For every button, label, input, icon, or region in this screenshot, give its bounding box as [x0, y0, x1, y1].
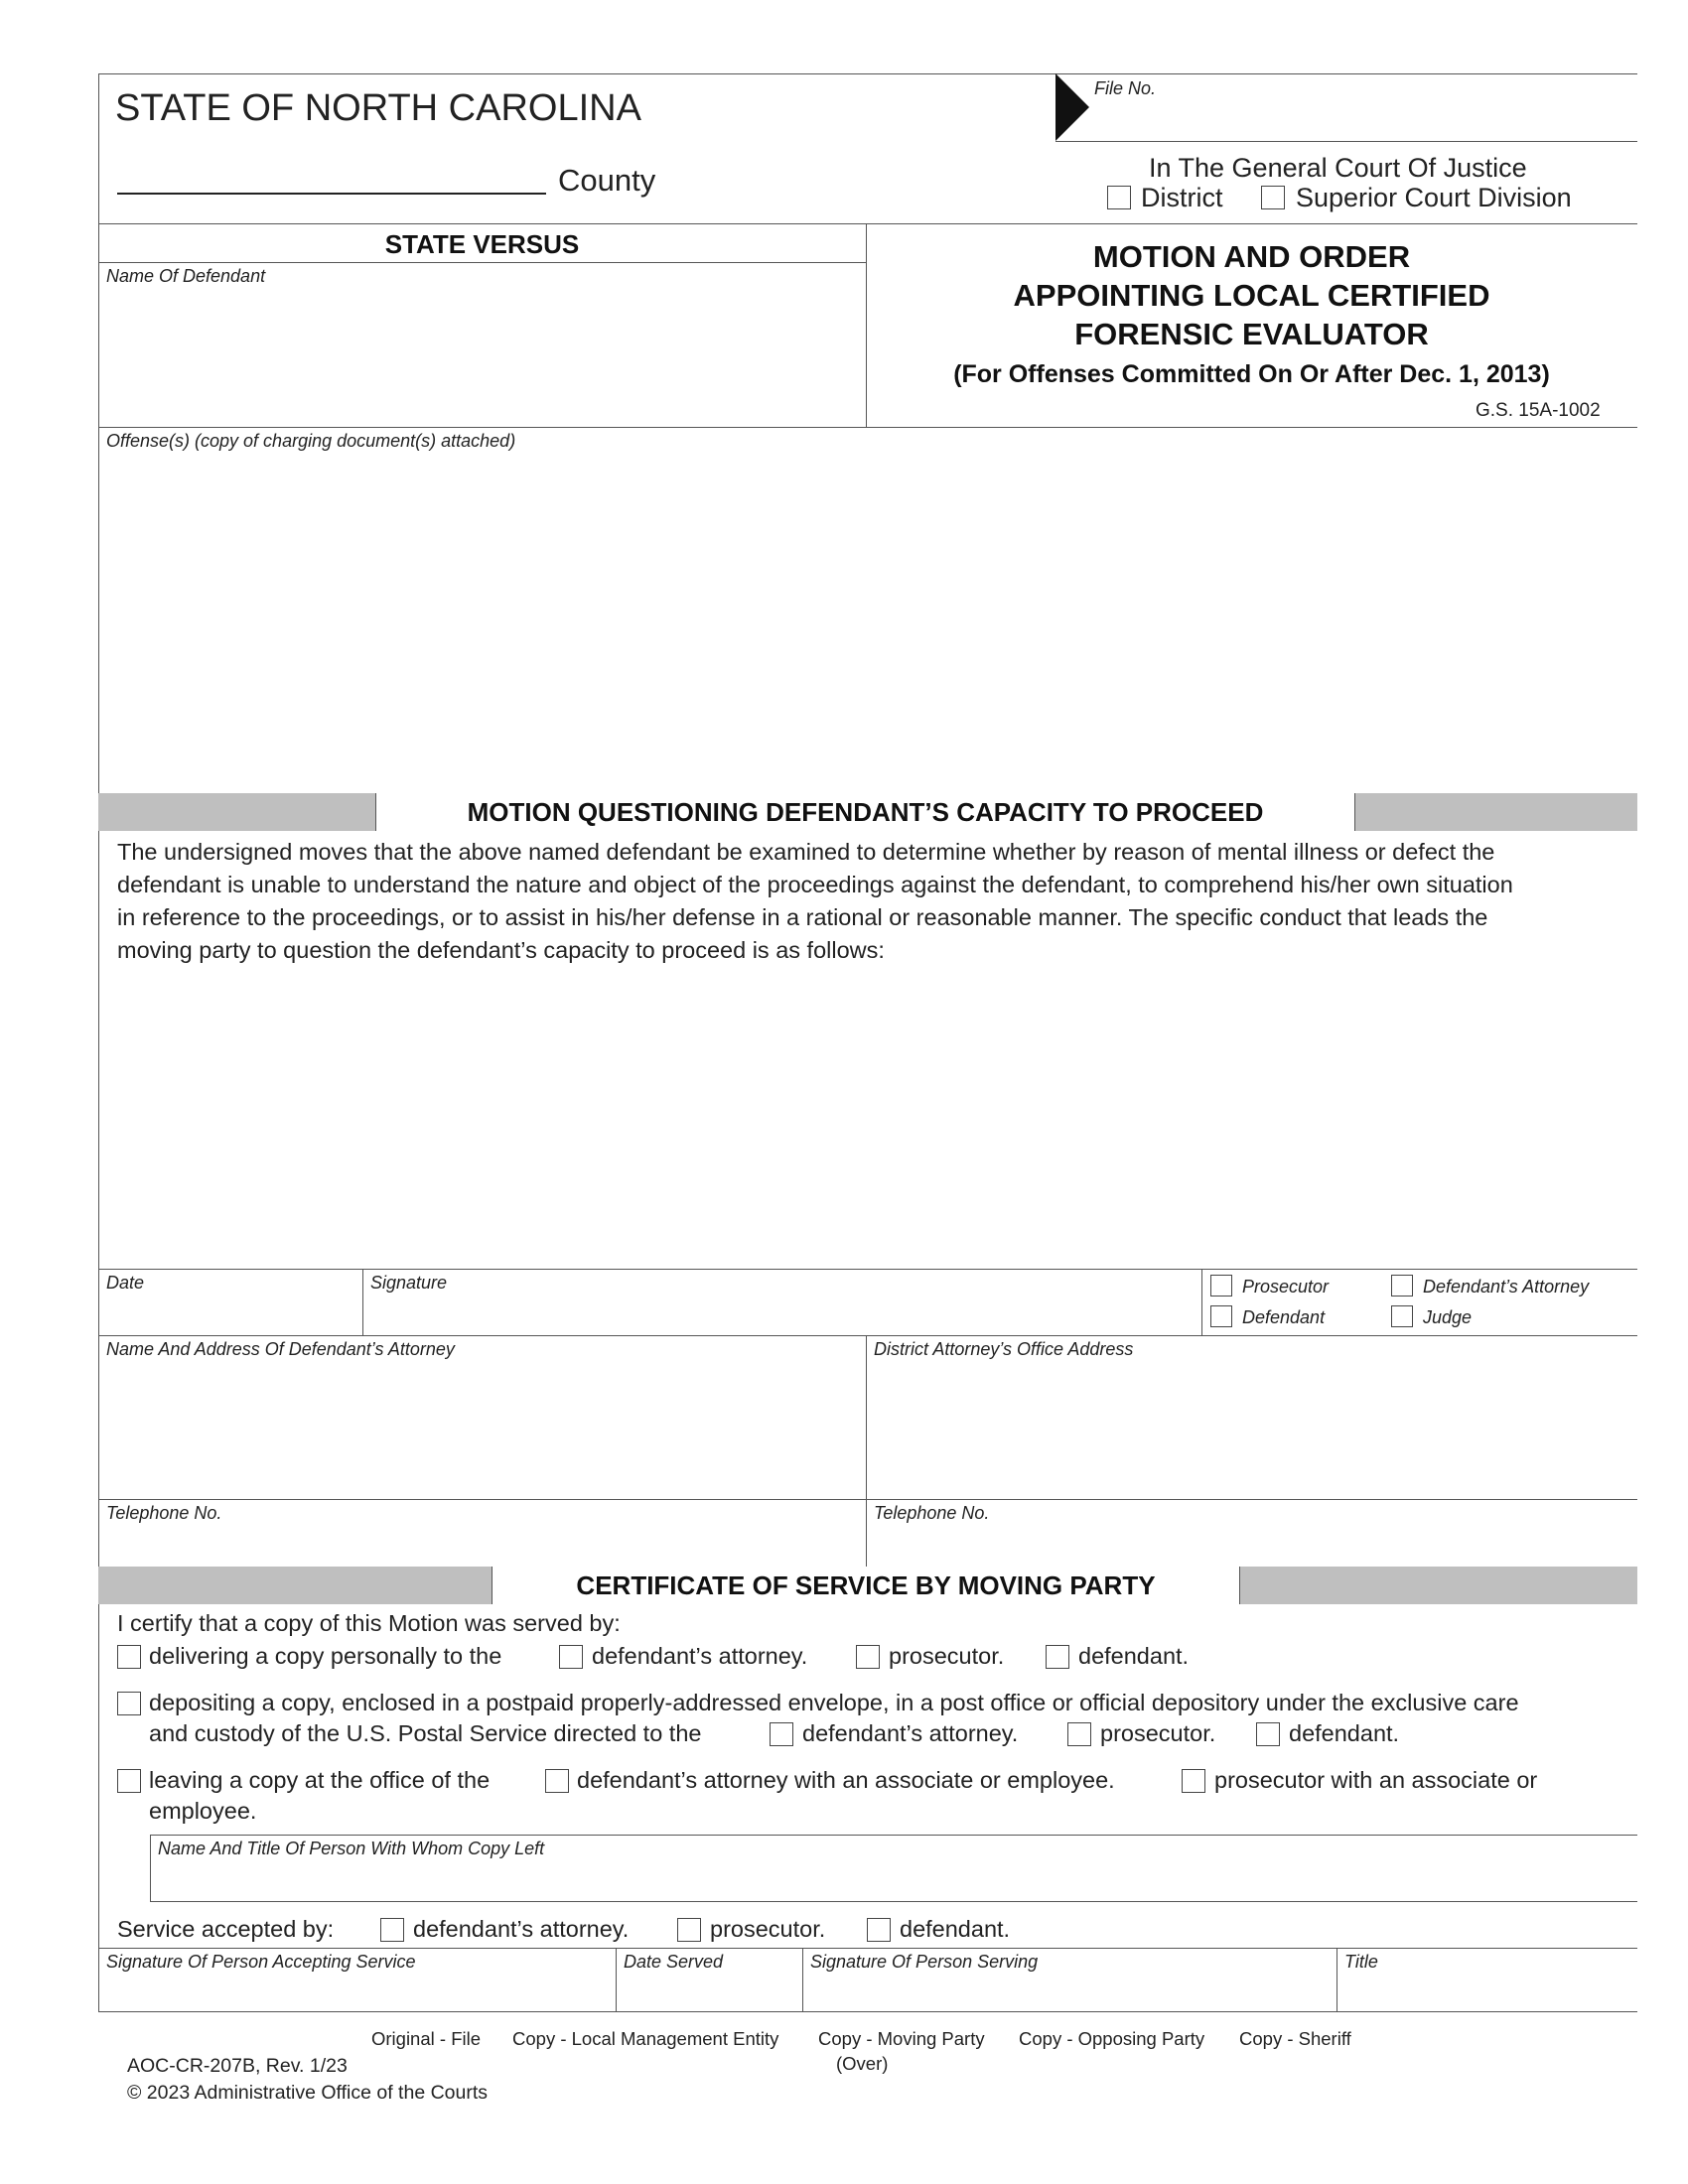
person-left-bottom-rule [150, 1901, 1637, 1902]
mailing-prosecutor-label: prosecutor. [1100, 1720, 1216, 1746]
over-note: (Over) [836, 2053, 889, 2074]
distribution-original: Original - File [371, 2028, 481, 2049]
county-label: County [558, 163, 656, 198]
certificate-heading: CERTIFICATE OF SERVICE BY MOVING PARTY [492, 1567, 1240, 1604]
defendant-role-label: Defendant [1242, 1307, 1326, 1327]
attorney-row-top-rule [98, 1335, 1637, 1336]
conduct-description-field[interactable] [99, 978, 1636, 1266]
person-left-label: Name And Title Of Person With Whom Copy Left [158, 1839, 545, 1858]
top-rule [98, 73, 1637, 74]
delivering-defendants-attorney-checkbox[interactable] [559, 1645, 583, 1669]
form-number: AOC-CR-207B, Rev. 1/23 [127, 2055, 348, 2077]
accepted-defendants-attorney-label: defendant’s attorney. [413, 1916, 630, 1942]
leaving-prosecutor-label-cont: employee. [149, 1798, 257, 1824]
offenses-label: Offense(s) (copy of charging document(s) attached) [106, 431, 516, 451]
judge-role-checkbox[interactable] [1391, 1305, 1413, 1327]
delivering-defendants-attorney-label: defendant’s attorney. [592, 1643, 808, 1669]
da-office-telephone-label: Telephone No. [874, 1503, 990, 1523]
certificate-intro: I certify that a copy of this Motion was served by: [117, 1610, 621, 1636]
signature-divider [1201, 1269, 1202, 1335]
statute-reference: G.S. 15A-1002 [1476, 400, 1601, 421]
mailing-copy-label-line2: and custody of the U.S. Postal Service directed to the [149, 1720, 702, 1746]
motion-text-line1: The undersigned moves that the above named defendant be examined to determine whether by reason of mental illness or defect the [117, 839, 1495, 865]
leaving-copy-label: leaving a copy at the office of the [149, 1767, 491, 1793]
accepted-defendant-label: defendant. [900, 1916, 1011, 1942]
date-served-label: Date Served [624, 1952, 724, 1972]
title-field[interactable] [1338, 1974, 1636, 2009]
leaving-copy-checkbox[interactable] [117, 1769, 141, 1793]
defendants-attorney-address-field[interactable] [99, 1361, 864, 1496]
defendants-attorney-telephone-label: Telephone No. [106, 1503, 222, 1523]
title-label: Title [1344, 1952, 1378, 1972]
defendants-attorney-role-label: Defendant’s Attorney [1423, 1277, 1590, 1297]
delivering-copy-label: delivering a copy personally to the [149, 1643, 502, 1669]
person-left-top-rule [150, 1835, 1637, 1836]
superior-court-checkbox[interactable] [1261, 186, 1285, 209]
da-office-telephone-field[interactable] [868, 1525, 1636, 1565]
da-office-address-label: District Attorney’s Office Address [874, 1339, 1134, 1359]
distribution-moving-party: Copy - Moving Party [818, 2028, 985, 2049]
mailing-defendant-checkbox[interactable] [1256, 1722, 1280, 1746]
form-subtitle: (For Offenses Committed On Or After Dec. 1, 2013) [953, 360, 1550, 388]
defendants-attorney-role-checkbox[interactable] [1391, 1275, 1413, 1297]
motion-text-line2: defendant is unable to understand the nature and object of the proceedings against the defendant, to comprehend his/her own situation [117, 872, 1513, 897]
sig-accepting-label: Signature Of Person Accepting Service [106, 1952, 416, 1972]
prosecutor-role-label: Prosecutor [1242, 1277, 1330, 1297]
title-divider [1336, 1948, 1337, 2011]
defendant-name-label: Name Of Defendant [106, 266, 266, 286]
state-title: STATE OF NORTH CAROLINA [115, 87, 641, 129]
sig-accepting-field[interactable] [99, 1974, 614, 2009]
signature-row-top-rule [98, 1269, 1637, 1270]
mailing-prosecutor-checkbox[interactable] [1067, 1722, 1091, 1746]
distribution-lme: Copy - Local Management Entity [512, 2028, 779, 2049]
state-versus-rule [98, 262, 866, 263]
accepted-defendants-attorney-checkbox[interactable] [380, 1918, 404, 1942]
offenses-field[interactable] [99, 453, 1636, 790]
delivering-copy-checkbox[interactable] [117, 1645, 141, 1669]
file-no-rule [1055, 141, 1637, 142]
form-title-line1: MOTION AND ORDER [1092, 239, 1411, 274]
county-blank-line[interactable] [117, 193, 546, 195]
leaving-prosecutor-checkbox[interactable] [1182, 1769, 1205, 1793]
offenses-top-rule [98, 427, 1637, 428]
distribution-sheriff: Copy - Sheriff [1239, 2028, 1351, 2049]
delivering-prosecutor-checkbox[interactable] [856, 1645, 880, 1669]
caption-top-rule [98, 223, 1637, 224]
delivering-defendant-label: defendant. [1078, 1643, 1190, 1669]
motion-signature-field[interactable] [364, 1295, 1199, 1334]
attorney-divider [866, 1335, 867, 1567]
date-served-field[interactable] [618, 1974, 800, 2009]
prosecutor-role-checkbox[interactable] [1210, 1275, 1232, 1297]
mailing-defendants-attorney-checkbox[interactable] [770, 1722, 793, 1746]
mailing-defendants-attorney-label: defendant’s attorney. [802, 1720, 1019, 1746]
district-label: District [1141, 183, 1223, 212]
judge-role-label: Judge [1423, 1307, 1473, 1327]
mailing-defendant-label: defendant. [1289, 1720, 1400, 1746]
defendant-name-field[interactable] [99, 288, 865, 425]
date-served-divider [616, 1948, 617, 2011]
motion-heading: MOTION QUESTIONING DEFENDANT’S CAPACITY TO PROCEED [375, 793, 1355, 831]
mailing-copy-checkbox[interactable] [117, 1692, 141, 1715]
accepted-prosecutor-label: prosecutor. [710, 1916, 826, 1942]
telephone-row-top-rule [98, 1499, 1637, 1500]
sig-serving-label: Signature Of Person Serving [810, 1952, 1039, 1972]
defendants-attorney-address-label: Name And Address Of Defendant’s Attorney [106, 1339, 455, 1359]
date-divider [362, 1269, 363, 1335]
file-no-field[interactable] [1092, 75, 1636, 139]
form-title-line3: FORENSIC EVALUATOR [1074, 317, 1429, 351]
motion-text-line3: in reference to the proceedings, or to assist in his/her defense in a rational or reasonable manner. The specific conduct that leads the [117, 904, 1488, 930]
court-title: In The General Court Of Justice [1149, 153, 1527, 183]
file-no-arrow-icon [1055, 73, 1089, 141]
state-versus-heading: STATE VERSUS [384, 229, 580, 259]
delivering-defendant-checkbox[interactable] [1046, 1645, 1069, 1669]
motion-date-field[interactable] [99, 1295, 360, 1334]
signature-block-bottom-rule [98, 2011, 1637, 2012]
person-left-field[interactable] [152, 1859, 1636, 1899]
service-accepted-label: Service accepted by: [117, 1916, 335, 1942]
delivering-prosecutor-label: prosecutor. [889, 1643, 1005, 1669]
mailing-copy-label-line1: depositing a copy, enclosed in a postpaid properly-addressed envelope, in a post office or official depository under the exclusive care [149, 1690, 1519, 1715]
sig-serving-divider [802, 1948, 803, 2011]
file-no-label: File No. [1094, 78, 1157, 98]
person-left-left-rule [150, 1835, 151, 1901]
leaving-defendants-attorney-label: defendant’s attorney with an associate or employee. [577, 1767, 1115, 1793]
da-office-address-field[interactable] [868, 1361, 1636, 1496]
leaving-defendants-attorney-checkbox[interactable] [545, 1769, 569, 1793]
defendants-attorney-telephone-field[interactable] [99, 1525, 864, 1565]
accepted-defendant-checkbox[interactable] [867, 1918, 891, 1942]
motion-signature-label: Signature [370, 1273, 448, 1293]
signature-block-top-rule [98, 1948, 1637, 1949]
superior-court-label: Superior Court Division [1296, 183, 1572, 212]
defendant-role-checkbox[interactable] [1210, 1305, 1232, 1327]
distribution-opposing-party: Copy - Opposing Party [1019, 2028, 1205, 2049]
sig-serving-field[interactable] [804, 1974, 1335, 2009]
accepted-prosecutor-checkbox[interactable] [677, 1918, 701, 1942]
motion-date-label: Date [106, 1273, 145, 1293]
district-checkbox[interactable] [1107, 186, 1131, 209]
motion-text-line4: moving party to question the defendant’s capacity to proceed is as follows: [117, 937, 885, 963]
leaving-prosecutor-label: prosecutor with an associate or [1214, 1767, 1538, 1793]
form-title-line2: APPOINTING LOCAL CERTIFIED [1013, 278, 1490, 313]
copyright: © 2023 Administrative Office of the Courts [127, 2082, 489, 2104]
